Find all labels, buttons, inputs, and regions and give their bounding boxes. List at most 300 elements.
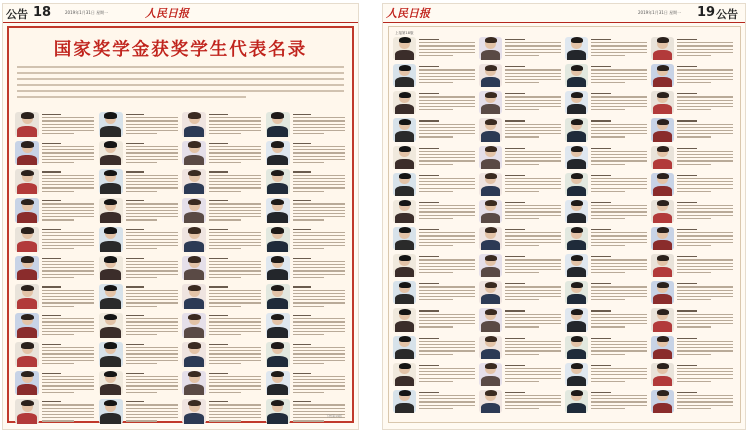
student-portrait [15,313,39,338]
bio-text-line [591,215,647,216]
student-portrait [99,313,123,338]
bio-text-line [591,184,647,185]
student-portrait [99,198,123,223]
bio-text-line [293,149,345,150]
bio-text-line [42,286,60,287]
student-portrait [266,313,290,338]
bio-text-line [126,143,144,144]
right-grid-entry [479,91,563,116]
student-portrait [565,308,588,331]
bio-text-line [677,401,733,402]
bio-text-line [419,96,475,97]
bio-text-line [419,45,475,46]
bio-text-line [591,232,647,233]
bio-text-line [42,328,94,329]
bio-text-line [591,45,647,46]
bio-text-line [42,277,73,278]
bio-text-line [419,350,475,351]
bio-text-line [42,270,94,271]
bio-text-line [126,325,178,326]
student-portrait [651,254,674,277]
bio-text-line [419,66,439,67]
bio-text-line [42,191,73,192]
right-grid-entry [651,64,735,89]
bio-text-line [419,181,475,182]
left-grid-entry [266,284,348,311]
student-portrait [393,281,416,304]
bio-text-line [419,79,475,80]
bio-text-line [419,368,475,369]
bio-text-line [591,151,647,152]
bio-text-line [126,290,178,291]
bio-text-line [419,310,439,311]
bio-text-line [505,354,539,355]
student-portrait [565,200,588,223]
bio-text-line [209,248,240,249]
student-portrait [479,336,502,359]
bio-text-line [209,149,261,150]
bio-text-line [293,321,345,322]
bio-text-line [209,404,261,405]
bio-text-line [591,130,647,131]
bio-text-line [126,353,178,354]
bio-text-line [293,363,324,364]
bio-text-line [419,106,475,107]
bio-text-line [677,130,733,131]
bio-text-line [126,156,178,157]
right-grid-entry [479,146,563,171]
bio-text-line [505,109,539,110]
bio-text-line [505,317,561,318]
bio-text-line [209,187,261,188]
bio-text-line [677,103,733,104]
bio-text-line [126,334,157,335]
right-grid-entry [479,336,563,361]
bio-text-line [293,130,345,131]
bio-text-line [126,264,178,265]
bio-text-line [293,382,345,383]
right-grid-entry [651,227,735,252]
left-grid-entry [182,399,264,426]
bio-text-line [126,302,178,303]
right-grid-entry [479,281,563,306]
bio-text-line [293,162,324,163]
bio-text-line [42,120,94,121]
bio-text-line [419,76,475,77]
bio-text-line [591,365,611,366]
bio-text-line [209,127,261,128]
bio-text-line [505,45,561,46]
right-masthead-logo: 人民日报 [386,7,430,20]
bio-text-line [419,395,475,396]
right-frame [388,26,741,423]
bio-text-line [126,385,178,386]
bio-text-line [677,290,733,291]
bio-text-line [419,184,475,185]
bio-text-line [126,232,178,233]
left-grid-entry [266,169,348,196]
bio-text-line [293,401,311,402]
student-portrait [182,198,206,223]
bio-text-line [42,331,94,332]
student-portrait [479,281,502,304]
bio-text-line [505,408,539,409]
right-grid-entry [479,308,563,333]
bio-text-line [293,124,345,125]
right-grid-entry [565,308,649,333]
student-portrait [99,284,123,309]
left-grid-entry [182,198,264,225]
right-grid-entry [479,37,563,62]
bio-text-line [677,347,733,348]
bio-text-line [126,401,144,402]
bio-text-line [591,79,647,80]
bio-text-line [209,286,227,287]
bio-text-line [505,283,525,284]
student-portrait [393,146,416,169]
bio-text-line [126,175,178,176]
student-portrait [565,227,588,250]
left-grid-entry [182,284,264,311]
right-section-label: 公告 [716,8,738,21]
bio-text-line [591,317,647,318]
bio-text-line [505,232,561,233]
bio-text-line [419,290,475,291]
bio-text-line [126,299,178,300]
bio-text-line [126,331,178,332]
bio-text-line [505,326,539,327]
left-grid-entry [182,342,264,369]
right-page-number: 19 [697,5,716,20]
bio-text-line [42,392,73,393]
bio-text-line [677,381,711,382]
bio-text-line [591,374,647,375]
right-grid-entry [565,64,649,89]
bio-text-line [126,120,178,121]
bio-text-line [209,392,240,393]
bio-text-line [591,103,647,104]
bio-text-line [42,210,94,211]
bio-text-line [677,286,733,287]
bio-text-line [591,299,625,300]
bio-text-line [209,191,240,192]
bio-text-line [126,404,178,405]
bio-text-line [419,188,475,189]
bio-text-line [505,124,561,125]
bio-text-line [591,66,611,67]
bio-text-line [293,376,345,377]
student-portrait [479,91,502,114]
right-grid-entry [565,363,649,388]
bio-text-line [591,175,611,176]
bio-text-line [505,82,539,83]
student-portrait [99,371,123,396]
bio-text-line [293,296,345,297]
bio-text-line [419,178,475,179]
bio-text-line [209,130,261,131]
bio-text-line [591,148,611,149]
left-grid-entry [266,227,348,254]
bio-text-line [419,124,475,125]
student-portrait [266,256,290,281]
bio-text-line [126,162,157,163]
right-grid-entry [651,200,735,225]
student-portrait [479,64,502,87]
bio-text-line [677,93,697,94]
bio-text-line [126,347,178,348]
bio-text-line [505,239,561,240]
bio-text-line [591,378,647,379]
student-portrait [15,371,39,396]
bio-text-line [677,175,697,176]
bio-text-line [209,207,261,208]
bio-text-line [42,203,94,204]
bio-text-line [209,162,240,163]
right-grid-entry [651,118,735,143]
student-portrait [99,169,123,194]
student-portrait [99,141,123,166]
left-grid-entry [15,198,97,225]
right-grid-entry [393,227,477,252]
bio-text-line [209,264,261,265]
bio-text-line [505,96,561,97]
student-portrait [182,342,206,367]
bio-text-line [419,378,475,379]
bio-text-line [419,326,453,327]
bio-text-line [42,334,73,335]
bio-text-line [505,286,561,287]
bio-text-line [209,143,227,144]
bio-text-line [293,219,324,220]
left-grid-entry [15,313,97,340]
bio-text-line [677,229,697,230]
student-portrait [565,363,588,386]
student-portrait [182,112,206,137]
bio-text-line [677,181,733,182]
right-grid-entry [393,308,477,333]
student-portrait [15,256,39,281]
bio-text-line [505,39,525,40]
left-grid-entry [182,141,264,168]
bio-text-line [293,299,345,300]
bio-text-line [591,266,647,267]
left-grid-entry [15,169,97,196]
left-newspaper-page [3,4,358,429]
bio-text-line [505,202,525,203]
bio-text-line [677,52,733,53]
bio-text-line [591,52,647,53]
bio-text-line [505,344,561,345]
left-grid-entry [15,284,97,311]
bio-text-line [293,133,324,134]
student-portrait [479,227,502,250]
bio-text-line [209,133,240,134]
bio-text-line [42,344,60,345]
bio-text-line [591,76,647,77]
bio-text-line [209,239,261,240]
bio-text-line [293,277,324,278]
bio-text-line [505,368,561,369]
student-portrait [479,308,502,331]
bio-text-line [505,323,561,324]
student-portrait [393,91,416,114]
bio-text-line [419,160,475,161]
bio-text-line [505,73,561,74]
bio-text-line [677,263,733,264]
bio-text-line [293,178,345,179]
bio-text-line [126,344,144,345]
bio-text-line [209,232,261,233]
bio-text-line [42,302,94,303]
bio-text-line [209,270,261,271]
bio-text-line [209,357,261,358]
bio-text-line [591,338,611,339]
bio-text-line [293,187,345,188]
left-page-header [3,4,358,23]
bio-text-line [42,385,94,386]
bio-text-line [42,207,94,208]
student-portrait [266,342,290,367]
right-grid-entry [393,200,477,225]
bio-text-line [591,73,647,74]
bio-text-line [505,299,539,300]
bio-text-line [419,341,475,342]
bio-text-line [209,376,261,377]
bio-text-line [126,178,178,179]
left-grid-entry [99,342,181,369]
bio-text-line [293,373,311,374]
bio-text-line [209,274,261,275]
bio-text-line [505,136,539,137]
bio-text-line [209,210,261,211]
bio-text-line [42,318,94,319]
student-portrait [266,112,290,137]
bio-text-line [419,164,453,165]
student-portrait [479,390,502,413]
bio-text-line [505,269,561,270]
student-portrait [651,390,674,413]
bio-text-line [209,200,227,201]
bio-text-line [126,296,178,297]
bio-text-line [419,299,453,300]
bio-text-line [591,371,647,372]
bio-text-line [293,404,345,405]
bio-text-line [209,216,261,217]
bio-text-line [677,42,733,43]
bio-text-line [126,392,157,393]
right-grid-entry [651,363,735,388]
student-portrait [565,146,588,169]
bio-text-line [505,181,561,182]
right-grid-entry [393,91,477,116]
left-grid-entry [15,256,97,283]
right-grid-entry [479,118,563,143]
bio-text-line [126,360,178,361]
bio-text-line [209,306,240,307]
bio-text-line [677,49,733,50]
bio-text-line [126,127,178,128]
bio-text-line [42,219,73,220]
right-grid-entry [651,336,735,361]
bio-text-line [591,259,647,260]
bio-text-line [419,120,439,121]
student-portrait [393,254,416,277]
left-footer-note: 下转第19版 [326,414,342,418]
bio-text-line [293,156,345,157]
bio-text-line [677,354,711,355]
bio-text-line [209,318,261,319]
bio-text-line [677,398,733,399]
bio-text-line [505,76,561,77]
student-portrait [99,399,123,424]
bio-text-line [419,405,475,406]
bio-text-line [505,392,525,393]
bio-text-line [591,124,647,125]
bio-text-line [591,344,647,345]
bio-text-line [293,318,345,319]
student-portrait [651,173,674,196]
bio-text-line [677,378,733,379]
page-gutter [358,4,383,429]
bio-text-line [42,124,94,125]
bio-text-line [42,293,94,294]
bio-text-line [293,171,311,172]
student-portrait [266,198,290,223]
bio-text-line [293,357,345,358]
bio-text-line [505,100,561,101]
page-title: 国家奖学金获奖学生代表名录 [53,40,308,60]
student-portrait [651,118,674,141]
bio-text-line [505,371,561,372]
bio-text-line [42,181,94,182]
student-portrait [565,173,588,196]
continued-note: 上接第18版 [395,31,414,35]
bio-text-line [591,178,647,179]
student-portrait [651,37,674,60]
bio-text-line [42,357,94,358]
student-portrait [99,227,123,252]
bio-text-line [677,259,733,260]
right-grid-entry [393,254,477,279]
bio-text-line [677,178,733,179]
bio-text-line [505,293,561,294]
student-portrait [651,281,674,304]
bio-text-line [419,381,453,382]
right-grid-entry [651,254,735,279]
bio-text-line [42,143,60,144]
bio-text-line [505,211,561,212]
bio-text-line [591,188,647,189]
bio-text-line [505,42,561,43]
bio-text-line [677,296,733,297]
bio-text-line [677,69,733,70]
bio-text-line [209,156,261,157]
bio-text-line [505,242,561,243]
bio-text-line [126,159,178,160]
bio-text-line [419,82,453,83]
right-newspaper-page [383,4,745,429]
bio-text-line [209,363,240,364]
bio-text-line [293,286,311,287]
left-grid-entry [266,371,348,398]
bio-text-line [126,133,157,134]
bio-text-line [591,395,647,396]
student-portrait [479,146,502,169]
bio-text-line [677,120,697,121]
bio-text-line [209,350,261,351]
bio-text-line [505,296,561,297]
bio-text-line [209,420,240,421]
